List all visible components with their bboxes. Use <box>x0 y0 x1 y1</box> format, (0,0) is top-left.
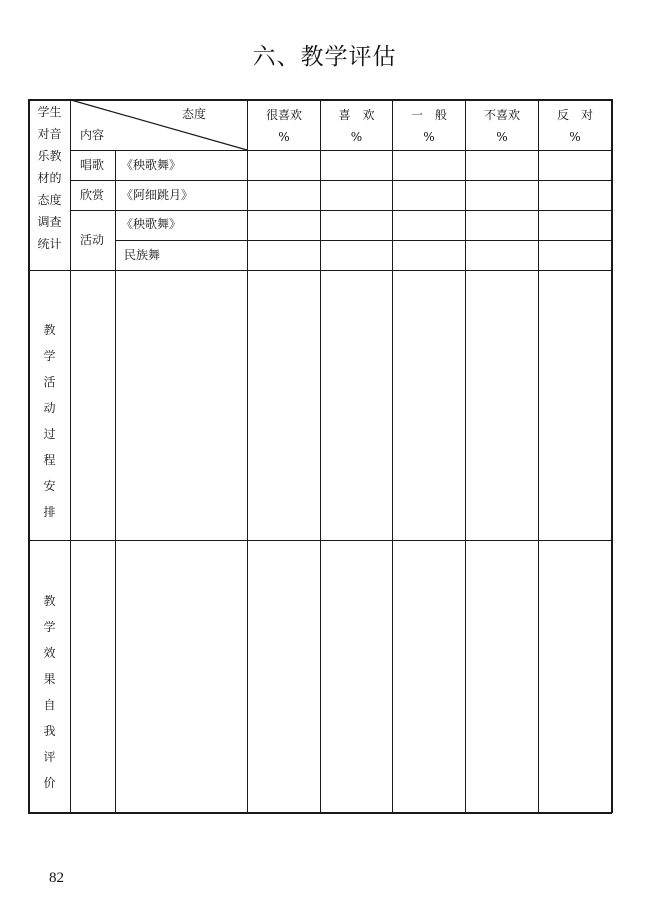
column-header-unit: % <box>423 130 435 144</box>
section-label-char: 价 <box>43 776 56 790</box>
column-header-dislike <box>466 109 538 143</box>
column-header-unit: % <box>278 130 290 144</box>
side-label-line: 学生 <box>37 105 62 119</box>
side-label-line: 对音 <box>37 127 62 141</box>
section-label-char: 程 <box>43 453 56 467</box>
section-label-char: 评 <box>43 750 56 764</box>
section-label-activity-arrangement <box>29 321 70 520</box>
row-content: 《秧歌舞》 <box>121 158 182 172</box>
row-category-activity: 活动 <box>80 233 105 247</box>
row-content: 《秧歌舞》 <box>121 217 182 231</box>
section-label-char: 教 <box>43 323 56 337</box>
row-category-singing: 唱歌 <box>80 158 105 172</box>
section-label-char: 教 <box>43 594 56 608</box>
column-header-label: 很喜欢 <box>265 108 302 122</box>
column-header-label: 一 般 <box>410 108 447 122</box>
column-header-like <box>321 109 392 143</box>
row-content: 民族舞 <box>124 248 161 262</box>
row-content: 《阿细跳月》 <box>121 188 194 202</box>
section-label-char: 过 <box>43 427 56 441</box>
column-header-neutral <box>393 109 465 143</box>
section-label-self-evaluation <box>29 592 70 791</box>
column-header-unit: % <box>350 130 363 144</box>
section-label-char: 效 <box>43 646 56 660</box>
section-label-char: 动 <box>43 401 56 415</box>
column-header-unit: % <box>569 130 581 144</box>
side-label-line: 统计 <box>37 237 62 251</box>
corner-content-label: 内容 <box>80 128 105 142</box>
section-label-char: 我 <box>43 724 56 738</box>
page-number: 82 <box>49 870 64 886</box>
column-header-oppose <box>539 109 611 143</box>
section-label-char: 自 <box>43 698 56 712</box>
corner-attitude-label: 态度 <box>182 107 207 121</box>
column-header-unit: % <box>496 130 508 144</box>
section-label-char: 学 <box>43 620 56 634</box>
column-header-label: 不喜欢 <box>483 108 520 122</box>
section-label-char: 果 <box>43 672 56 686</box>
side-label-line: 乐教 <box>37 149 62 163</box>
survey-side-label <box>29 106 70 250</box>
page-title: 六、教学评估 <box>252 44 397 70</box>
side-label-line: 材的 <box>37 171 62 185</box>
side-label-line: 调查 <box>37 215 62 229</box>
column-header-label: 喜 欢 <box>338 108 375 122</box>
column-header-very-like <box>248 109 320 143</box>
section-label-char: 活 <box>43 375 56 389</box>
section-label-char: 排 <box>43 505 56 519</box>
section-label-char: 安 <box>43 479 56 493</box>
side-label-line: 态度 <box>37 193 62 207</box>
row-category-appreciation: 欣赏 <box>80 188 105 202</box>
column-header-label: 反 对 <box>556 108 593 122</box>
section-label-char: 学 <box>43 349 56 363</box>
